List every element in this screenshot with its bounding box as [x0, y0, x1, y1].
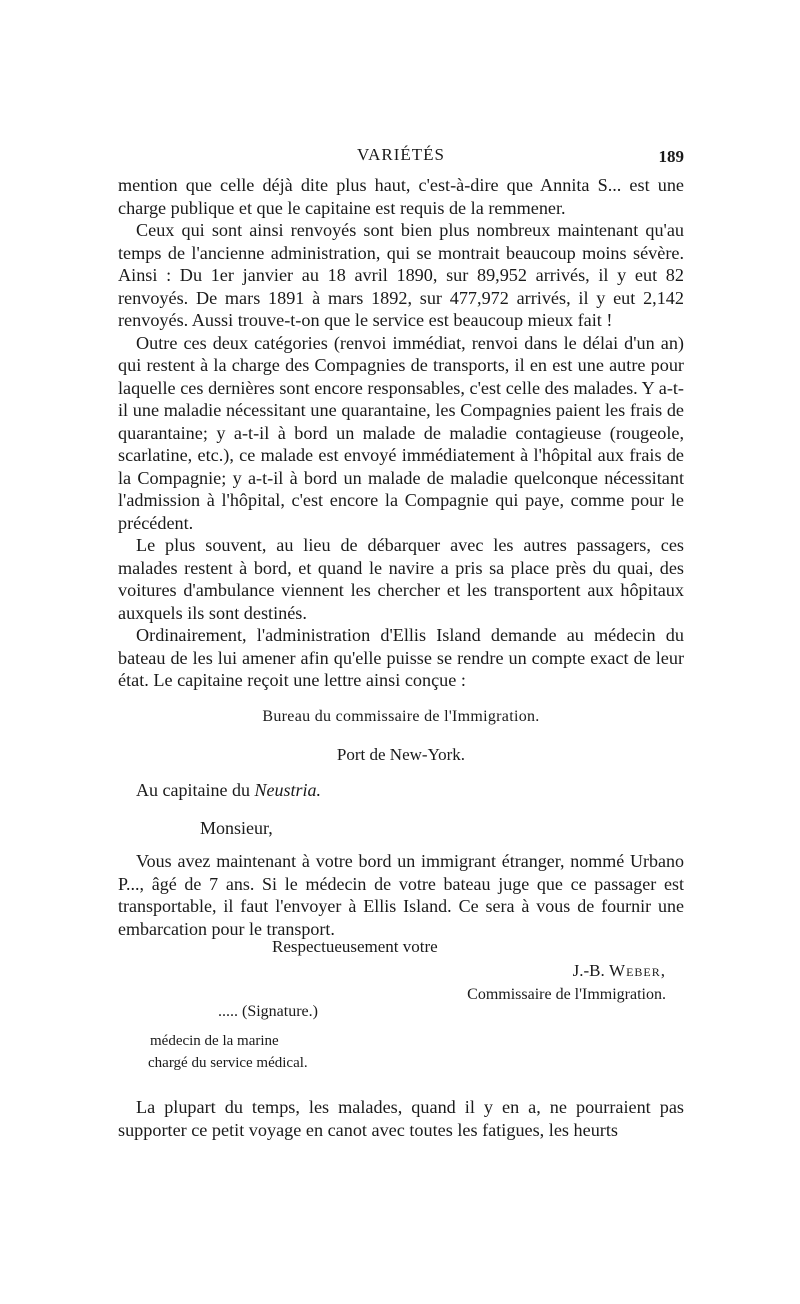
letter-office: Bureau du commissaire de l'Immigration. [262, 708, 540, 725]
letter-salutation: Monsieur, [200, 818, 273, 838]
paragraph-4: Le plus souvent, au lieu de débarquer avec les autres passagers, ces malades restent à bord, et quand le navire a pris sa place près du quai, des voitures d'ambulance viennent les chercher et les transportent aux hôpitaux auxquels ils sont destinés. [118, 535, 684, 623]
doctor-line-1: médecin de la marine [150, 1033, 279, 1049]
letter-addressee [136, 779, 321, 802]
body-text [118, 174, 684, 692]
letter-signer [573, 960, 666, 983]
paragraph-2: Ceux qui sont ainsi renvoyés sont bien plus nombreux maintenant qu'au temps de l'ancienne administration, qui se montrait beaucoup moins sévère. Ainsi : Du 1er janvier au 18 avril 1890, sur 89,952 arrivés, il y eut 82 renvoyés. De mars 1891 à mars 1892, sur 477,972 arrivés, il y eut 2,142 renvoyés. Aussi trouve-t-on que le service est beaucoup mieux fait ! [118, 220, 684, 330]
paragraph-3: Outre ces deux catégories (renvoi immédiat, renvoi dans le délai d'un an) qui restent à la charge des Compagnies de transports, il en est une autre pour laquelle ces dernières sont encore responsables, c'est celle des malades. Y a-t-il une maladie nécessitant une quarantaine, les Compagnies paient les frais de quarantaine; y a-t-il à bord un malade de maladie contagieuse (rougeole, scarlatine, etc.), ce malade est envoyé immédiatement à l'hôpital aux frais de la Compagnie; y a-t-il à bord un malade de maladie quelconque nécessitant l'admission à l'hôpital, c'est encore la Compagnie qui paye, comme pour le précédent. [118, 332, 684, 533]
ship-name: Neustria. [254, 780, 321, 800]
paragraph-1: mention que celle déjà dite plus haut, c'est-à-dire que Annita S... est une charge publique et que le capitaine est requis de la remmener. [118, 175, 684, 218]
closing-text [118, 1096, 684, 1142]
paragraph-6: La plupart du temps, les malades, quand il y en a, ne pourraient pas supporter ce petit voyage en canot avec toutes les fatigues, les heurts [118, 1097, 684, 1140]
signer-name: Weber, [609, 961, 666, 980]
paragraph-5: Ordinairement, l'administration d'Ellis Island demande au médecin du bateau de les lui amener afin qu'elle puisse se rendre un compte exact de leur état. Le capitaine reçoit une lettre ainsi conçue : [118, 625, 684, 690]
signature-line: ..... (Signature.) [218, 1003, 318, 1020]
signer-title: Commissaire de l'Immigration. [467, 986, 666, 1003]
page-number: 189 [658, 147, 684, 166]
addressee-prefix: Au capitaine du [136, 780, 255, 800]
running-title: VARIÉTÉS [357, 145, 445, 164]
letter-port: Port de New-York. [336, 745, 466, 764]
doctor-line-2: chargé du service médical. [148, 1055, 308, 1071]
signer-initials: J.-B. [572, 961, 610, 980]
letter-text: Vous avez maintenant à votre bord un immigrant étranger, nommé Urbano P..., âgé de 7 ans. Si le médecin de votre bateau juge que ce passager est transportable, il faut l'envoyer à Ellis Island. Ce sera à vous de fournir une embarcation pour le transport. [118, 851, 684, 939]
page-header [118, 145, 684, 171]
letter-closing: Respectueusement votre [272, 937, 438, 956]
